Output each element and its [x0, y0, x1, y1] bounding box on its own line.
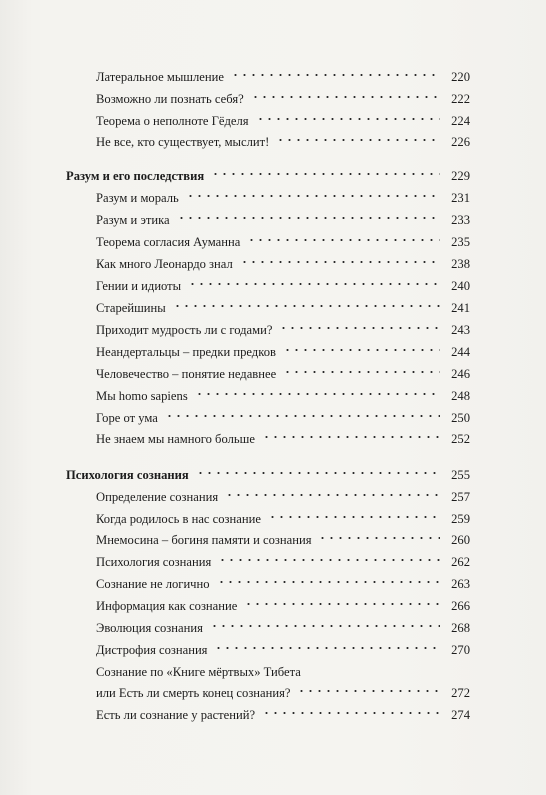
toc-entry [96, 112, 470, 130]
toc-entry-title: Дистрофия сознания [96, 643, 208, 657]
toc-entry-title: или Есть ли смерть конец сознания? [96, 686, 291, 700]
toc-entry-page: 222 [451, 92, 470, 106]
toc-entry [96, 684, 470, 702]
toc-entry-title: Старейшины [96, 301, 166, 315]
toc-section-title: Психология сознания [66, 468, 189, 482]
toc-entry-continued [96, 663, 470, 681]
toc-leader-dots [266, 514, 440, 520]
toc-leader-dots [193, 391, 440, 397]
toc-entry [96, 255, 470, 273]
toc-entry-title: Сознание по «Книге мёртвых» Тибета [96, 665, 301, 679]
toc-entry-title: Человечество – понятие недавнее [96, 367, 277, 381]
toc-leader-dots [242, 601, 440, 607]
toc-entry-page: 246 [451, 367, 470, 381]
toc-leader-dots [249, 94, 440, 100]
toc-leader-dots [316, 535, 440, 541]
toc-entry [96, 553, 470, 571]
toc-entry [96, 387, 470, 405]
toc-entry-page: 272 [451, 686, 470, 700]
toc-entry-page: 260 [451, 533, 470, 547]
toc-entry [96, 343, 470, 361]
toc-leader-dots [260, 434, 440, 440]
toc-entry-title: Сознание не логично [96, 577, 210, 591]
toc-entry-title: Теорема о неполноте Гёделя [96, 114, 249, 128]
toc-entry-title: Не все, кто существует, мыслит! [96, 135, 270, 149]
toc-entry-page: 259 [451, 512, 470, 526]
toc-leader-dots [212, 645, 440, 651]
toc-entry-page: 266 [451, 599, 470, 613]
toc-entry [96, 365, 470, 383]
toc-entry-title: Теорема согласия Ауманна [96, 235, 241, 249]
toc-entry-page: 262 [451, 555, 470, 569]
toc-leader-dots [175, 215, 440, 221]
toc-entry-page: 252 [451, 432, 470, 446]
toc-leader-dots [223, 492, 440, 498]
toc-entry-page: 263 [451, 577, 470, 591]
toc-entry-page: 248 [451, 389, 470, 403]
toc-entry-page: 220 [451, 70, 470, 84]
toc-entry-page: 233 [451, 213, 470, 227]
toc-entry-page: 231 [451, 191, 470, 205]
toc-leader-dots [260, 710, 440, 716]
toc-entry-page: 226 [451, 135, 470, 149]
toc-entry-title: Информация как сознание [96, 599, 238, 613]
toc-entry-page: 243 [451, 323, 470, 337]
toc-leader-dots [208, 623, 440, 629]
toc-entry [96, 597, 470, 615]
toc-leader-dots [209, 171, 440, 177]
toc-entry-page: 240 [451, 279, 470, 293]
toc-entry [96, 90, 470, 108]
toc-entry-page: 257 [451, 490, 470, 504]
toc-entry [96, 641, 470, 659]
toc-entry-title: Мы homo sapiens [96, 389, 188, 403]
toc-entry [96, 488, 470, 506]
toc-leader-dots [216, 557, 440, 563]
toc-entry-page: 274 [451, 708, 470, 722]
toc-entry-page: 238 [451, 257, 470, 271]
toc-entry-page: 244 [451, 345, 470, 359]
toc-entry [96, 619, 470, 637]
toc-entry-title: Когда родилось в нас сознание [96, 512, 261, 526]
toc-leader-dots [194, 470, 440, 476]
toc-leader-dots [171, 303, 440, 309]
toc-entry [96, 277, 470, 295]
toc-entry-page: 270 [451, 643, 470, 657]
toc-entry [96, 233, 470, 251]
toc-entry [96, 299, 470, 317]
toc-leader-dots [215, 579, 440, 585]
toc-section-heading [66, 167, 470, 185]
toc-entry-title: Разум и мораль [96, 191, 179, 205]
toc-entry [96, 321, 470, 339]
toc-leader-dots [245, 237, 440, 243]
toc-entry-title: Эволюция сознания [96, 621, 203, 635]
toc-section-title: Разум и его последствия [66, 169, 205, 183]
toc-leader-dots [238, 259, 440, 265]
toc-entry [96, 510, 470, 528]
toc-entry [96, 575, 470, 593]
toc-entry-title: Определение сознания [96, 490, 219, 504]
toc-leader-dots [281, 347, 440, 353]
toc-leader-dots [184, 193, 440, 199]
toc-entry-page: 241 [451, 301, 470, 315]
toc-section-heading [66, 466, 470, 484]
toc-entry-title: Латеральное мышление [96, 70, 224, 84]
toc-entry-title: Гении и идиоты [96, 279, 182, 293]
toc-entry-page: 224 [451, 114, 470, 128]
toc-leader-dots [163, 413, 440, 419]
toc-entry-title: Горе от ума [96, 411, 158, 425]
toc-leader-dots [274, 137, 440, 143]
toc-leader-dots [254, 116, 440, 122]
toc-section-page: 229 [451, 169, 470, 183]
toc-leader-dots [295, 688, 440, 694]
toc-leader-dots [277, 325, 440, 331]
toc-entry-title: Разум и этика [96, 213, 170, 227]
toc-entry-title: Возможно ли познать себя? [96, 92, 244, 106]
toc-leader-dots [229, 72, 440, 78]
toc-entry [96, 409, 470, 427]
toc-entry-page: 250 [451, 411, 470, 425]
toc-entry [96, 68, 470, 86]
toc-entry [96, 706, 470, 724]
toc-entry-title: Неандертальцы – предки предков [96, 345, 276, 359]
toc-entry [96, 133, 470, 151]
toc-entry-title: Как много Леонардо знал [96, 257, 233, 271]
toc-entry-title: Психология сознания [96, 555, 212, 569]
toc-entry-title: Мнемосина – богиня памяти и сознания [96, 533, 312, 547]
toc-entry-page: 268 [451, 621, 470, 635]
toc-entry [96, 531, 470, 549]
toc-entry [96, 211, 470, 229]
toc-entry-title: Не знаем мы намного больше [96, 432, 255, 446]
toc-leader-dots [186, 281, 440, 287]
toc-entry [96, 430, 470, 448]
toc-entry-title: Приходит мудрость ли с годами? [96, 323, 273, 337]
toc-section-page: 255 [451, 468, 470, 482]
toc-entry-title: Есть ли сознание у растений? [96, 708, 256, 722]
toc-leader-dots [281, 369, 440, 375]
toc-entry [96, 189, 470, 207]
toc-entry-page: 235 [451, 235, 470, 249]
